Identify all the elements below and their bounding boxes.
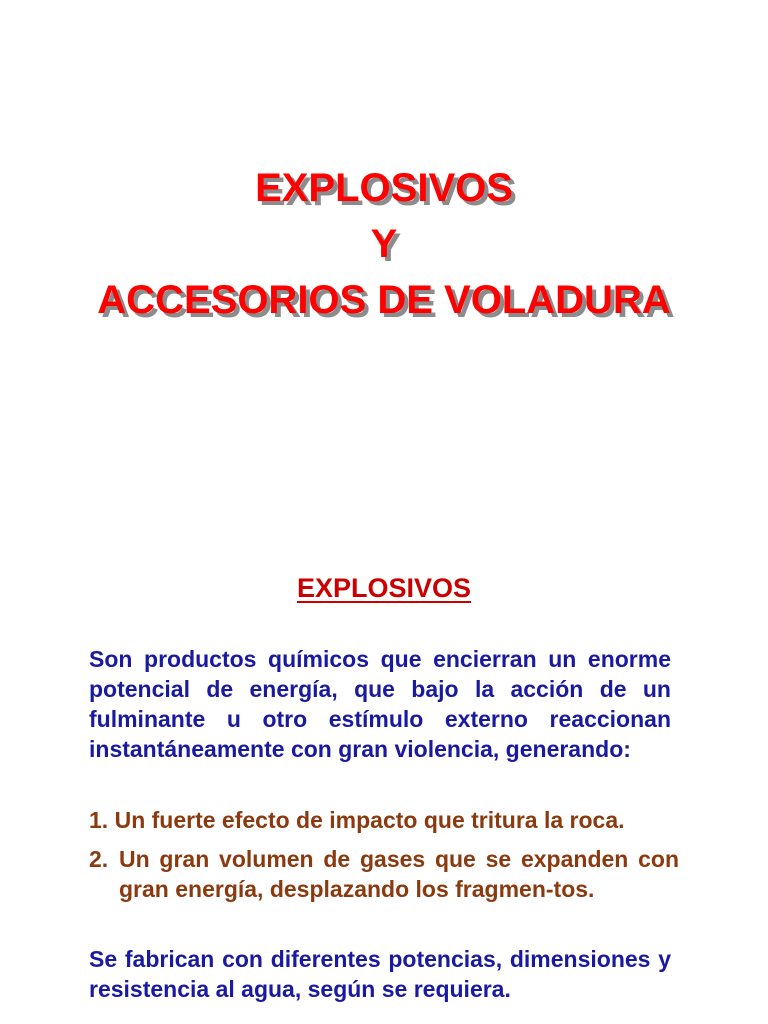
slide-title <box>0 160 768 328</box>
title-line-3: ACCESORIOS DE VOLADURA <box>97 278 671 322</box>
list-item <box>89 805 709 835</box>
list-item-number: 2. <box>89 846 109 872</box>
section-heading: EXPLOSIVOS <box>296 573 472 603</box>
list-item <box>89 844 679 904</box>
intro-paragraph: Son productos químicos que encierran un enorme potencial de energía, que bajo la acción de un fulminante u otro estímulo externo reaccionan instantáneamente con gran violencia, generando: <box>89 646 671 762</box>
closing-paragraph: Se fabrican con diferentes potencias, dimensiones y resistencia al agua, según se requiera. <box>89 946 671 1002</box>
list-item-text: Un fuerte efecto de impacto que tritura la roca. <box>114 807 625 833</box>
list-item-text: Un gran volumen de gases que se expanden con gran energía, desplazando los fragmen-tos. <box>119 846 679 902</box>
title-line-2: Y <box>370 222 398 266</box>
list-item-number: 1. <box>89 807 109 833</box>
title-line-1: EXPLOSIVOS <box>255 166 513 210</box>
